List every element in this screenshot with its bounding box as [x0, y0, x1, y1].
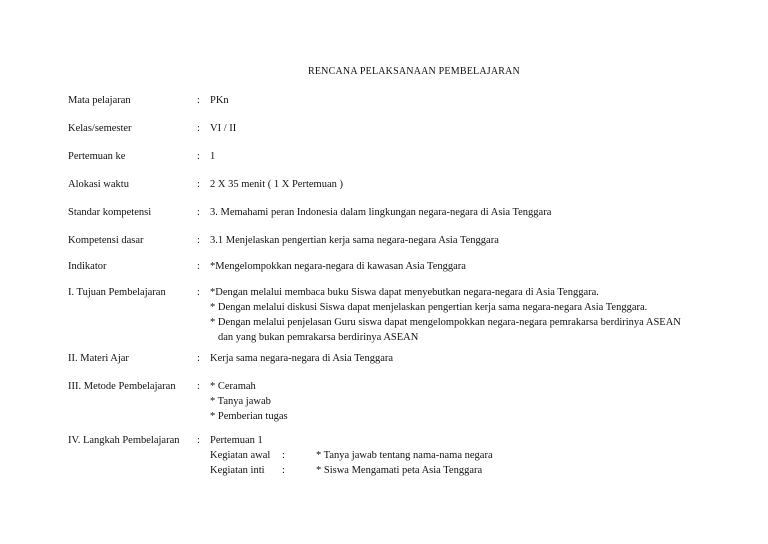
- field-label: Pertemuan ke: [68, 151, 126, 162]
- step-label: Kegiatan inti: [210, 465, 265, 476]
- step-colon: :: [282, 450, 285, 461]
- field-label: Mata pelajaran: [68, 95, 131, 106]
- field-value: PKn: [210, 95, 229, 106]
- field-label: III. Metode Pembelajaran: [68, 381, 176, 392]
- field-colon: :: [197, 353, 200, 364]
- field-value: Kerja sama negara-negara di Asia Tenggara: [210, 353, 394, 364]
- list-item: * Dengan melalui penjelasan Guru siswa dapat mengelompokkan negara-negara pemrakarsa berdirinya ASEAN: [210, 317, 681, 328]
- field-value: *Mengelompokkan negara-negara di kawasan Asia Tenggara: [210, 261, 466, 272]
- field-label: IV. Langkah Pembelajaran: [68, 435, 180, 446]
- field-label: Indikator: [68, 261, 107, 272]
- step-text: * Siswa Mengamati peta Asia Tenggara: [316, 465, 483, 476]
- field-colon: :: [197, 207, 200, 218]
- field-colon: :: [197, 179, 200, 190]
- field-colon: :: [197, 151, 200, 162]
- field-colon: :: [197, 381, 200, 392]
- list-item: dan yang bukan pemrakarsa berdirinya ASEAN: [218, 332, 419, 343]
- field-colon: :: [197, 123, 200, 134]
- field-colon: :: [197, 287, 200, 298]
- field-colon: :: [197, 235, 200, 246]
- field-label: Alokasi waktu: [68, 179, 129, 190]
- list-item: [210, 463, 483, 478]
- field-label: Kelas/semester: [68, 123, 132, 134]
- field-colon: :: [197, 261, 200, 272]
- field-label: I. Tujuan Pembelajaran: [68, 287, 166, 298]
- step-text: * Tanya jawab tentang nama-nama negara: [316, 450, 493, 461]
- list-item: [210, 448, 493, 463]
- field-label: Standar kompetensi: [68, 207, 152, 218]
- field-colon: :: [197, 95, 200, 106]
- page-title: RENCANA PELAKSANAAN PEMBELAJARAN: [308, 66, 520, 77]
- field-value: 3.1 Menjelaskan pengertian kerja sama negara-negara Asia Tenggara: [210, 235, 499, 246]
- field-value: 2 X 35 menit ( 1 X Pertemuan ): [210, 179, 343, 190]
- step-colon: :: [282, 465, 285, 476]
- field-value: 3. Memahami peran Indonesia dalam lingkungan negara-negara di Asia Tenggara: [210, 207, 552, 218]
- section-heading: Pertemuan 1: [210, 435, 263, 446]
- field-label: Kompetensi dasar: [68, 235, 144, 246]
- list-item: * Ceramah: [210, 381, 256, 392]
- list-item: * Dengan melalui diskusi Siswa dapat menjelaskan pengertian kerja sama negara-negara Asia Tenggara.: [210, 302, 648, 313]
- list-item: *Dengan melalui membaca buku Siswa dapat menyebutkan negara-negara di Asia Tenggara.: [210, 287, 599, 298]
- field-value: 1: [210, 151, 216, 162]
- field-value: VI / II: [210, 123, 237, 134]
- list-item: * Tanya jawab: [210, 396, 271, 407]
- field-label: II. Materi Ajar: [68, 353, 129, 364]
- list-item: * Pemberian tugas: [210, 411, 288, 422]
- step-label: Kegiatan awal: [210, 450, 271, 461]
- field-colon: :: [197, 435, 200, 446]
